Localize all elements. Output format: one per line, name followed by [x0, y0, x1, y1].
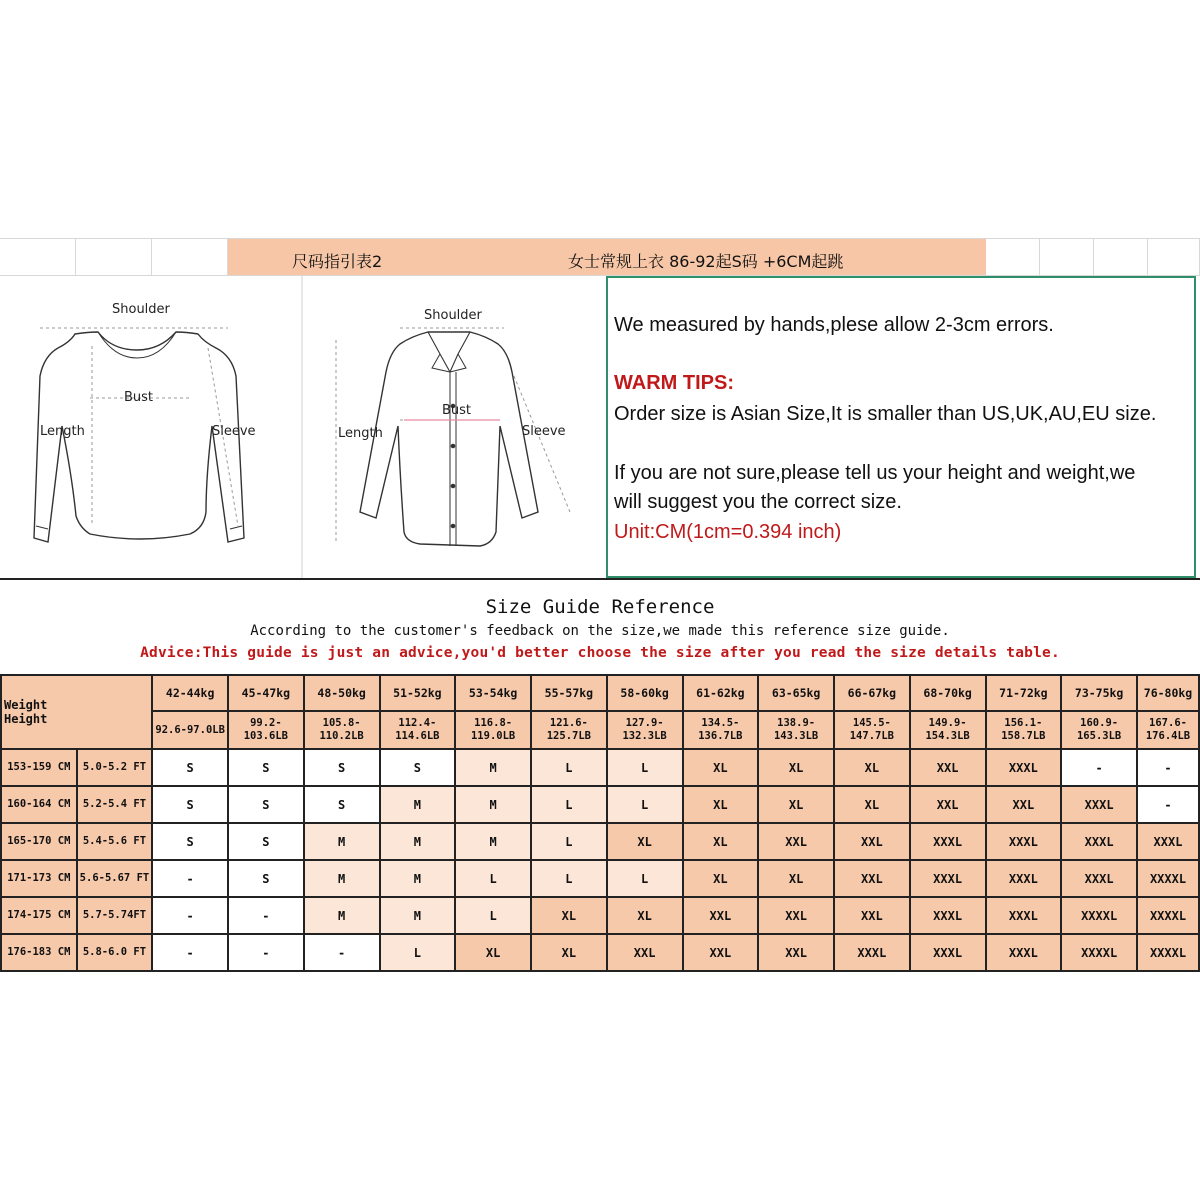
size-cell: XXL — [834, 860, 910, 897]
weight-kg-header: 68-70kg — [910, 675, 986, 711]
size-cell: S — [152, 823, 228, 860]
size-cell: XL — [455, 934, 531, 971]
size-cell: M — [380, 786, 456, 823]
weight-kg-header: 73-75kg — [1061, 675, 1137, 711]
height-ft-cell: 5.7-5.74FT — [77, 897, 153, 934]
size-cell: L — [607, 786, 683, 823]
height-cm-cell: 176-183 CM — [1, 934, 77, 971]
shirt2-bust-label: Bust — [442, 403, 472, 418]
size-cell: - — [1137, 786, 1199, 823]
weight-lb-header: 121.6-125.7LB — [531, 711, 607, 749]
size-cell: M — [380, 897, 456, 934]
size-cell: - — [304, 934, 380, 971]
height-cm-cell: 174-175 CM — [1, 897, 77, 934]
weight-lb-header: 149.9-154.3LB — [910, 711, 986, 749]
header-blank-cell — [1094, 239, 1148, 275]
size-cell: M — [455, 749, 531, 786]
size-cell: S — [228, 823, 304, 860]
size-cell: XXXL — [986, 823, 1062, 860]
tips-box — [606, 276, 1196, 578]
size-cell: XXXL — [986, 749, 1062, 786]
size-cell: S — [304, 786, 380, 823]
weight-lb-header: 160.9-165.3LB — [1061, 711, 1137, 749]
weight-lb-header: 116.8-119.0LB — [455, 711, 531, 749]
size-guide-title: Size Guide Reference — [485, 596, 715, 618]
weight-lb-header: 99.2-103.6LB — [228, 711, 304, 749]
section-divider — [0, 578, 1200, 580]
size-cell: M — [304, 823, 380, 860]
size-cell: XXXL — [834, 934, 910, 971]
size-cell: XXXL — [1061, 860, 1137, 897]
table-corner-label: Weight Height — [1, 675, 152, 749]
size-cell: XXXL — [910, 897, 986, 934]
asian-size-note: Order size is Asian Size,It is smaller than US,UK,AU,EU size. — [614, 403, 1157, 425]
size-cell: - — [228, 934, 304, 971]
size-cell: XXXL — [1061, 786, 1137, 823]
size-cell: XXL — [910, 749, 986, 786]
size-cell: - — [152, 860, 228, 897]
weight-lb-header: 105.8-110.2LB — [304, 711, 380, 749]
size-cell: XXXL — [910, 934, 986, 971]
size-cell: - — [1061, 749, 1137, 786]
size-guide-subtitle: According to the customer's feedback on the size,we made this reference size guide. — [250, 623, 950, 639]
size-cell: XL — [758, 860, 834, 897]
size-cell: XXXL — [1137, 823, 1199, 860]
size-cell: XL — [683, 860, 759, 897]
height-cm-cell: 171-173 CM — [1, 860, 77, 897]
size-cell: L — [531, 823, 607, 860]
size-cell: XXXL — [1061, 823, 1137, 860]
table-row — [1, 786, 1199, 823]
size-cell: - — [228, 897, 304, 934]
shirt1-bust-label: Bust — [124, 390, 154, 405]
header-blank-cell — [1040, 239, 1094, 275]
height-ft-cell: 5.0-5.2 FT — [77, 749, 153, 786]
unit-note: Unit:CM(1cm=0.394 inch) — [614, 521, 842, 543]
table-row — [1, 823, 1199, 860]
shirt2-length-label: Length — [338, 426, 383, 441]
size-cell: XXXXL — [1137, 860, 1199, 897]
size-cell: L — [455, 897, 531, 934]
size-cell: M — [304, 860, 380, 897]
size-cell: L — [531, 749, 607, 786]
header-blank-cell — [152, 239, 228, 275]
size-cell: XL — [834, 749, 910, 786]
header-left-title: 尺码指引表2 — [292, 252, 383, 271]
weight-lb-header: 92.6-97.0LB — [152, 711, 228, 749]
size-cell: XXL — [758, 897, 834, 934]
header-right-title: 女士常规上衣 86-92起S码 +6CM起跳 — [568, 252, 844, 271]
weight-kg-header: 53-54kg — [455, 675, 531, 711]
weight-lb-header: 156.1-158.7LB — [986, 711, 1062, 749]
size-cell: XXXL — [986, 934, 1062, 971]
height-cm-cell: 160-164 CM — [1, 786, 77, 823]
size-table — [0, 674, 1200, 972]
garment-diagrams — [0, 276, 606, 578]
size-cell: L — [455, 860, 531, 897]
size-cell: S — [152, 786, 228, 823]
warm-tips-title: WARM TIPS: — [614, 372, 734, 394]
weight-lb-header: 145.5-147.7LB — [834, 711, 910, 749]
size-cell: XXL — [758, 934, 834, 971]
size-cell: XL — [607, 823, 683, 860]
size-cell: L — [531, 860, 607, 897]
header-blank-cell — [986, 239, 1040, 275]
size-cell: - — [152, 934, 228, 971]
size-cell: M — [455, 786, 531, 823]
size-cell: XXL — [683, 897, 759, 934]
weight-lb-header: 138.9-143.3LB — [758, 711, 834, 749]
weight-kg-header: 61-62kg — [683, 675, 759, 711]
size-cell: - — [152, 897, 228, 934]
weight-lb-header: 167.6-176.4LB — [1137, 711, 1199, 749]
size-cell: XL — [834, 786, 910, 823]
weight-kg-header: 48-50kg — [304, 675, 380, 711]
size-cell: XXXL — [986, 897, 1062, 934]
size-cell: M — [304, 897, 380, 934]
size-cell: XXL — [910, 786, 986, 823]
height-cm-cell: 165-170 CM — [1, 823, 77, 860]
weight-kg-header: 51-52kg — [380, 675, 456, 711]
size-cell: XL — [758, 786, 834, 823]
button-shirt-icon — [360, 332, 538, 546]
weight-kg-header: 63-65kg — [758, 675, 834, 711]
height-ft-cell: 5.2-5.4 FT — [77, 786, 153, 823]
size-cell: S — [228, 749, 304, 786]
size-cell: XXL — [986, 786, 1062, 823]
size-cell: S — [304, 749, 380, 786]
header-strip — [0, 238, 1200, 276]
size-cell: XXL — [834, 897, 910, 934]
shirt1-shoulder-label: Shoulder — [112, 302, 170, 317]
header-blank-cell — [76, 239, 152, 275]
size-guide-advice: Advice:This guide is just an advice,you'd better choose the size after you read the size details table. — [140, 645, 1060, 661]
weight-lb-header: 127.9-132.3LB — [607, 711, 683, 749]
size-cell: M — [380, 823, 456, 860]
size-cell: L — [607, 749, 683, 786]
height-ft-cell: 5.4-5.6 FT — [77, 823, 153, 860]
size-cell: XXXXL — [1061, 934, 1137, 971]
weight-kg-header: 76-80kg — [1137, 675, 1199, 711]
size-cell: XXL — [834, 823, 910, 860]
header-blank-cell — [0, 239, 76, 275]
shirt1-sleeve-label: Sleeve — [212, 424, 256, 439]
size-cell: XL — [683, 786, 759, 823]
size-cell: XXXXL — [1137, 897, 1199, 934]
size-cell: XXL — [758, 823, 834, 860]
table-row — [1, 749, 1199, 786]
size-cell: XXXXL — [1137, 934, 1199, 971]
size-cell: L — [607, 860, 683, 897]
size-cell: M — [455, 823, 531, 860]
shirt1-length-label: Length — [40, 424, 85, 439]
size-cell: S — [380, 749, 456, 786]
table-row — [1, 860, 1199, 897]
size-cell: XXXL — [910, 860, 986, 897]
weight-kg-header: 58-60kg — [607, 675, 683, 711]
size-cell: XL — [531, 897, 607, 934]
size-cell: XXL — [607, 934, 683, 971]
size-cell: S — [152, 749, 228, 786]
size-cell: XL — [607, 897, 683, 934]
weight-lb-header: 134.5-136.7LB — [683, 711, 759, 749]
header-blank-cell — [1148, 239, 1200, 275]
weight-lb-header: 112.4-114.6LB — [380, 711, 456, 749]
size-cell: M — [380, 860, 456, 897]
garment-svg — [0, 276, 606, 578]
size-cell: XXL — [683, 934, 759, 971]
weight-kg-header: 55-57kg — [531, 675, 607, 711]
weight-kg-header: 66-67kg — [834, 675, 910, 711]
weight-kg-header: 45-47kg — [228, 675, 304, 711]
size-cell: XL — [531, 934, 607, 971]
shirt2-shoulder-label: Shoulder — [424, 308, 482, 323]
size-cell: S — [228, 786, 304, 823]
size-cell: XXXXL — [1061, 897, 1137, 934]
size-cell: XL — [758, 749, 834, 786]
table-row — [1, 934, 1199, 971]
measure-note: We measured by hands,plese allow 2-3cm errors. — [614, 314, 1054, 336]
weight-kg-header: 71-72kg — [986, 675, 1062, 711]
height-ft-cell: 5.6-5.67 FT — [77, 860, 153, 897]
contact-note-line2: will suggest you the correct size. — [614, 491, 902, 513]
contact-note-line1: If you are not sure,please tell us your height and weight,we — [614, 462, 1136, 484]
size-cell: S — [228, 860, 304, 897]
shirt2-sleeve-label: Sleeve — [522, 424, 566, 439]
table-row — [1, 897, 1199, 934]
weight-kg-header: 42-44kg — [152, 675, 228, 711]
size-cell: L — [531, 786, 607, 823]
size-cell: - — [1137, 749, 1199, 786]
height-cm-cell: 153-159 CM — [1, 749, 77, 786]
size-cell: XL — [683, 749, 759, 786]
size-cell: XL — [683, 823, 759, 860]
size-cell: L — [380, 934, 456, 971]
height-ft-cell: 5.8-6.0 FT — [77, 934, 153, 971]
size-cell: XXXL — [910, 823, 986, 860]
size-cell: XXXL — [986, 860, 1062, 897]
